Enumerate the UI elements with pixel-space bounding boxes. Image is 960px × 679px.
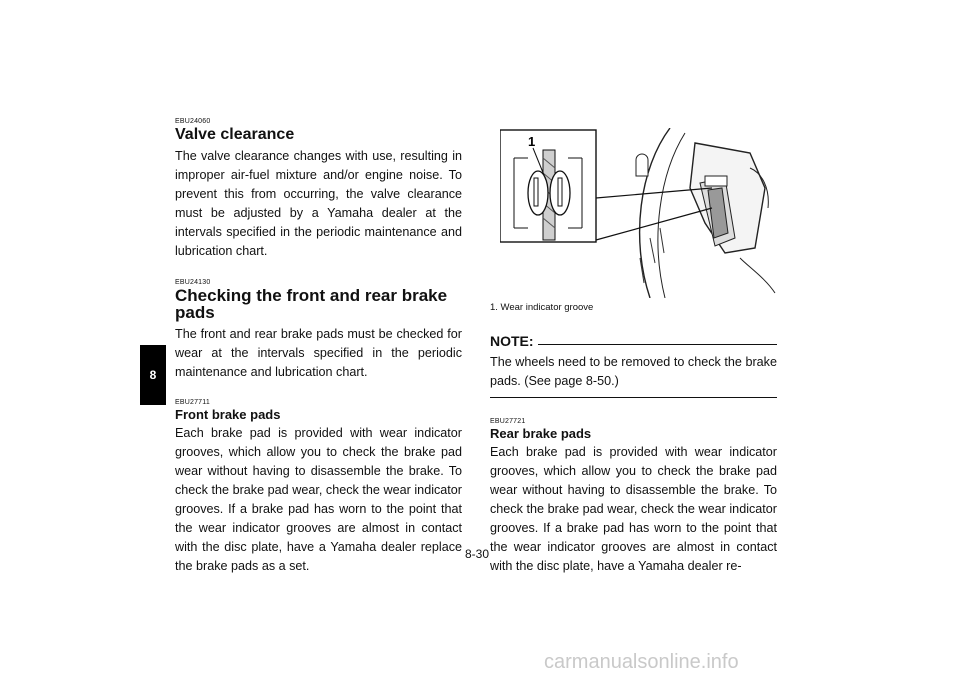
- chapter-tab-number: 8: [149, 368, 157, 382]
- note-rule: [538, 343, 777, 345]
- brake-caliper-drawing: [500, 128, 780, 298]
- valve-clearance-text: The valve clearance changes with use, resulting in improper air-fuel mixture and/or engine noise. To prevent this from occurring, the valve clearance must be adjusted by a Yamaha dealer at the intervals specified in the periodic maintenance and lubrication chart.: [175, 149, 462, 258]
- watermark: carmanualsonline.info: [544, 651, 739, 673]
- right-column: [490, 302, 777, 576]
- section-title-rear-brake-pads: Rear brake pads: [490, 426, 592, 441]
- brake-pads-text: The front and rear brake pads must be checked for wear at the intervals specified in the periodic maintenance and lubrication chart.: [175, 327, 462, 379]
- section-code: EBU27721: [490, 418, 526, 425]
- front-brake-pads-text: Each brake pad is provided with wear indicator grooves, which allow you to check the brake pad wear without having to disassemble the brake. To check the brake pad wear, check the wear indicator grooves. If a brake pad has worn to the point that the wear indicator grooves are almost in contact with the disc plate, have a Yamaha dealer replace the brake pads as a set.: [175, 426, 462, 573]
- note-end-rule: [490, 397, 777, 398]
- chapter-tab: [140, 345, 166, 405]
- section-code: EBU24060: [175, 118, 211, 125]
- note-header: [490, 333, 777, 349]
- left-column: [175, 118, 462, 576]
- note-label: NOTE:: [490, 333, 534, 349]
- note-text: The wheels need to be removed to check the brake pads. (See page 8-50.): [490, 355, 777, 388]
- rear-brake-pads-text: Each brake pad is provided with wear indicator grooves, which allow you to check the brake pad wear without having to disassemble the brake. To check the brake pad wear, check the wear indicator grooves. If a brake pad has worn to the point that the wear indicator grooves are almost in contact with the disc plate, have a Yamaha dealer re-: [490, 445, 777, 573]
- section-code: EBU27711: [175, 399, 210, 406]
- page-number: 8-30: [465, 547, 490, 561]
- callout-number: 1: [528, 134, 536, 149]
- figure-caption: 1. Wear indicator groove: [490, 302, 594, 313]
- section-title-valve-clearance: Valve clearance: [175, 126, 295, 143]
- section-title-brake-pads: Checking the front and rear brake pads: [175, 286, 448, 322]
- section-code: EBU24130: [175, 279, 211, 286]
- brake-pad-illustration: [500, 128, 780, 298]
- section-title-front-brake-pads: Front brake pads: [175, 407, 281, 422]
